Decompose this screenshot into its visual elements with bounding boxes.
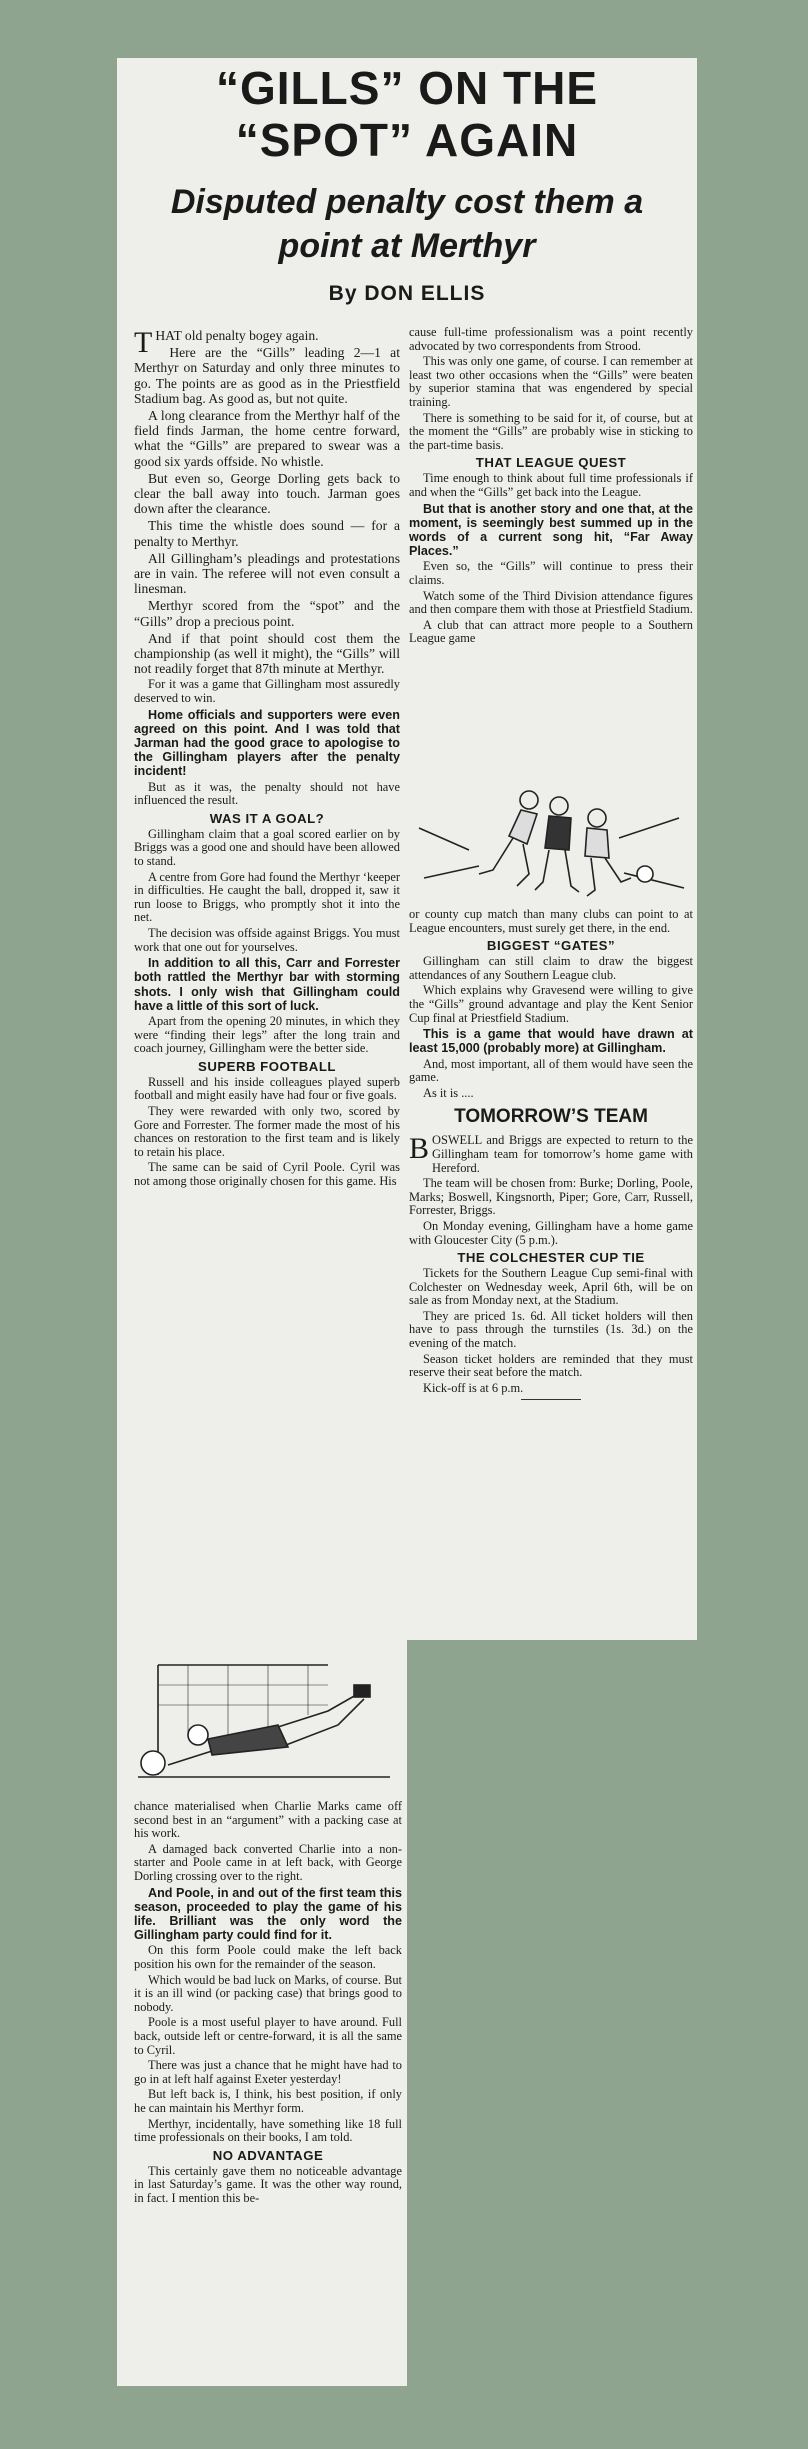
paragraph: This was only one game, of course. I can remember at least two other occasions when the “Gills” were beaten by superior stamina that was engendered by special training. [409,354,693,409]
drop-cap: T [134,326,153,359]
byline: By DON ELLIS [328,282,486,305]
paragraph: On Monday evening, Gillingham have a home game with Gloucester City (5 p.m.). [409,1218,693,1247]
section-heading: WAS IT A GOAL? [209,810,325,826]
paragraph: or county cup match than many clubs can point to at League encounters, must surely get there, in the end. [409,907,693,935]
paragraph: And if that point should cost them the championship (as well it might), the “Gills” will not readily forget that 87th minute at Merthyr. [134,630,400,677]
paragraph: A club that can attract more people to a Southern League game [409,617,693,646]
paragraph: Which explains why Gravesend were willing to give the “Gills” ground advantage and play the Kent Senior Cup final at Priestfield Stadium. [409,983,693,1025]
paragraph: Merthyr, incidentally, have something like 18 full time professionals on their books, I am told. [134,2116,402,2145]
paragraph: chance materialised when Charlie Marks came off second best in an “argument” with a packing case at his work. [134,1799,402,1841]
paragraph: Gillingham can still claim to draw the biggest attendances of any Southern League club. [409,954,693,982]
section-heading: NO ADVANTAGE [212,2147,324,2163]
paragraph: Merthyr scored from the “spot” and the “Gills” drop a precious point. [134,598,400,629]
paragraph: Watch some of the Third Division attendance figures and then compare them with those at Priestfield Stadium. [409,588,693,617]
headline-line-1: “GILLS” ON THE [216,62,598,114]
subheadline-line-1: Disputed penalty cost them a [170,183,644,221]
paragraph-bold: This is a game that would have drawn at least 15,000 (probably more) at Gillingham. [409,1027,693,1056]
paragraph-bold: But that is another story and one that, at the moment, is seemingly best summed up in the words of a current song hit, “Far Away Places.” [409,501,693,559]
paragraph: cause full-time professionalism was a point recently advocated by two correspondents from Strood. [409,325,693,353]
paragraph [134,326,400,359]
paragraph: Even so, the “Gills” will continue to press their claims. [409,559,693,587]
article-column-3 [134,1800,402,2207]
section-heading: SUPERB FOOTBALL [198,1058,336,1074]
paragraph: All Gillingham’s pleadings and protestations are in vain. The referee will not even consult a linesman. [134,550,400,597]
subheadline-line-2: point at Merthyr [278,227,536,265]
paragraph [409,1134,693,1175]
paragraph: This time the whistle does sound — for a penalty to Merthyr. [134,518,400,549]
paragraph: Kick-off is at 6 p.m. [423,1380,524,1395]
section-heading: THAT LEAGUE QUEST [475,455,627,471]
headline-line-2: “SPOT” AGAIN [235,114,579,166]
paragraph: On this form Poole could make the left back position his own for the remainder of the season. [134,1943,402,1971]
paragraph: Time enough to think about full time professionals if and when the “Gills” get back into the League. [409,471,693,499]
drop-cap: B [409,1132,430,1166]
paragraph: For it was a game that Gillingham most assuredly deserved to win. [134,677,400,706]
paragraph: A centre from Gore had found the Merthyr ‘keeper in difficulties. He caught the ball, dropped it, saw it run loose to Briggs, who promptly shot it into the net. [134,869,400,925]
headline [120,62,694,166]
paragraph: As it is .... [423,1085,474,1100]
paragraph: Poole is a most useful player to have around. Full back, outside left or centre-forward, it is all the same to Cyril. [134,2015,402,2057]
paragraph: Here are the “Gills” leading 2—1 at Merthyr on Saturday and only three minutes to go. The points are as good as in the Priestfield Stadium bag. As good as, but not quite. [134,345,400,406]
paragraph: Tickets for the Southern League Cup semi-final with Colchester on Wednesday week, April 6th, will be on sale as from Monday next, at the Stadium. [409,1266,693,1308]
paragraph-bold: In addition to all this, Carr and Forrester both rattled the Merthyr bar with storming shots. I only wish that Gillingham could have a little of this sort of luck. [134,956,400,1013]
paragraph: A damaged back converted Charlie into a non-starter and Poole came in at left back, with George Dorling crossing over to the right. [134,1841,402,1883]
paragraph-text: HAT old penalty bogey again. [155,328,319,343]
footballers-tackle-illustration [409,778,693,906]
article-column-1 [134,328,400,1191]
paragraph: But even so, George Dorling gets back to clear the ball away into touch. Jarman goes down after the clearance. [134,470,400,517]
paragraph: Apart from the opening 20 minutes, in which they were “finding their legs” after the long train and coach journey, Gillingham were the better side. [134,1014,400,1056]
paragraph-bold: Home officials and supporters were even agreed on this point. And I was told that Jarman had the good grace to apologise to the Gillingham players after the penalty incident! [134,707,400,779]
paragraph: But as it was, the penalty should not have influenced the result. [134,779,400,808]
paragraph: The same can be said of Cyril Poole. Cyril was not among those originally chosen for this game. His [134,1160,400,1188]
paragraph: But left back is, I think, his best position, if only he can maintain his Merthyr form. [134,2087,402,2115]
paragraph: Which would be bad luck on Marks, of course. But it is an ill wind (or packing case) that brings good to nobody. [134,1972,402,2014]
article-column-2-continued [409,908,693,1400]
paragraph: The team will be chosen from: Burke; Dorling, Poole, Marks; Boswell, Kingsnorth, Piper; Gore, Carr, Russell, Forrester, Briggs. [409,1176,693,1218]
paragraph: Gillingham claim that a goal scored earlier on by Briggs was a good one and should have been allowed to stand. [134,826,400,869]
paragraph: A long clearance from the Merthyr half of the field finds Jarman, the home centre forward, what the “Gills” are prepared to swear was a good six yards offside. No whistle. [134,408,400,469]
section-heading: THE COLCHESTER CUP TIE [457,1250,645,1266]
paragraph: There is something to be said for it, of course, but at the moment the “Gills” are probably wise in sticking to the part-time basis. [409,410,693,452]
article-column-2 [409,326,693,648]
paragraph: This certainly gave them no noticeable advantage in last Saturday’s game. It was the other way round, in fact. I mention this be- [134,2163,402,2205]
paragraph-bold: And Poole, in and out of the first team this season, proceeded to play the game of his life. Brilliant was the only word the Gillingham party could find for it. [134,1885,402,1943]
goalkeeper-diving-save-illustration [128,1655,400,1790]
section-heading-large: TOMORROW’S TEAM [454,1106,648,1128]
subheadline [120,180,694,268]
end-rule [521,1399,581,1400]
paragraph-text: OSWELL and Briggs are expected to return to the Gillingham team for tomorrow’s home game with Hereford. [432,1133,693,1175]
paragraph: Season ticket holders are reminded that they must reserve their seat before the match. [409,1351,693,1380]
paragraph: They are priced 1s. 6d. All ticket holders will then have to pass through the turnstiles (1s. 3d.) on the evening of the match. [409,1308,693,1351]
paragraph: The decision was offside against Briggs. You must work that one out for yourselves. [134,926,400,954]
paragraph: Russell and his inside colleagues played superb football and might easily have had four or five goals. [134,1074,400,1103]
paragraph: And, most important, all of them would have seen the game. [409,1056,693,1085]
paragraph: They were rewarded with only two, scored by Gore and Forrester. The former made the most of his chances on restoration to the first team and is likely to retain his place. [134,1103,400,1159]
paragraph: There was just a chance that he might have had to go in at left half against Exeter yesterday! [134,2058,402,2086]
section-heading: BIGGEST “GATES” [486,938,616,954]
